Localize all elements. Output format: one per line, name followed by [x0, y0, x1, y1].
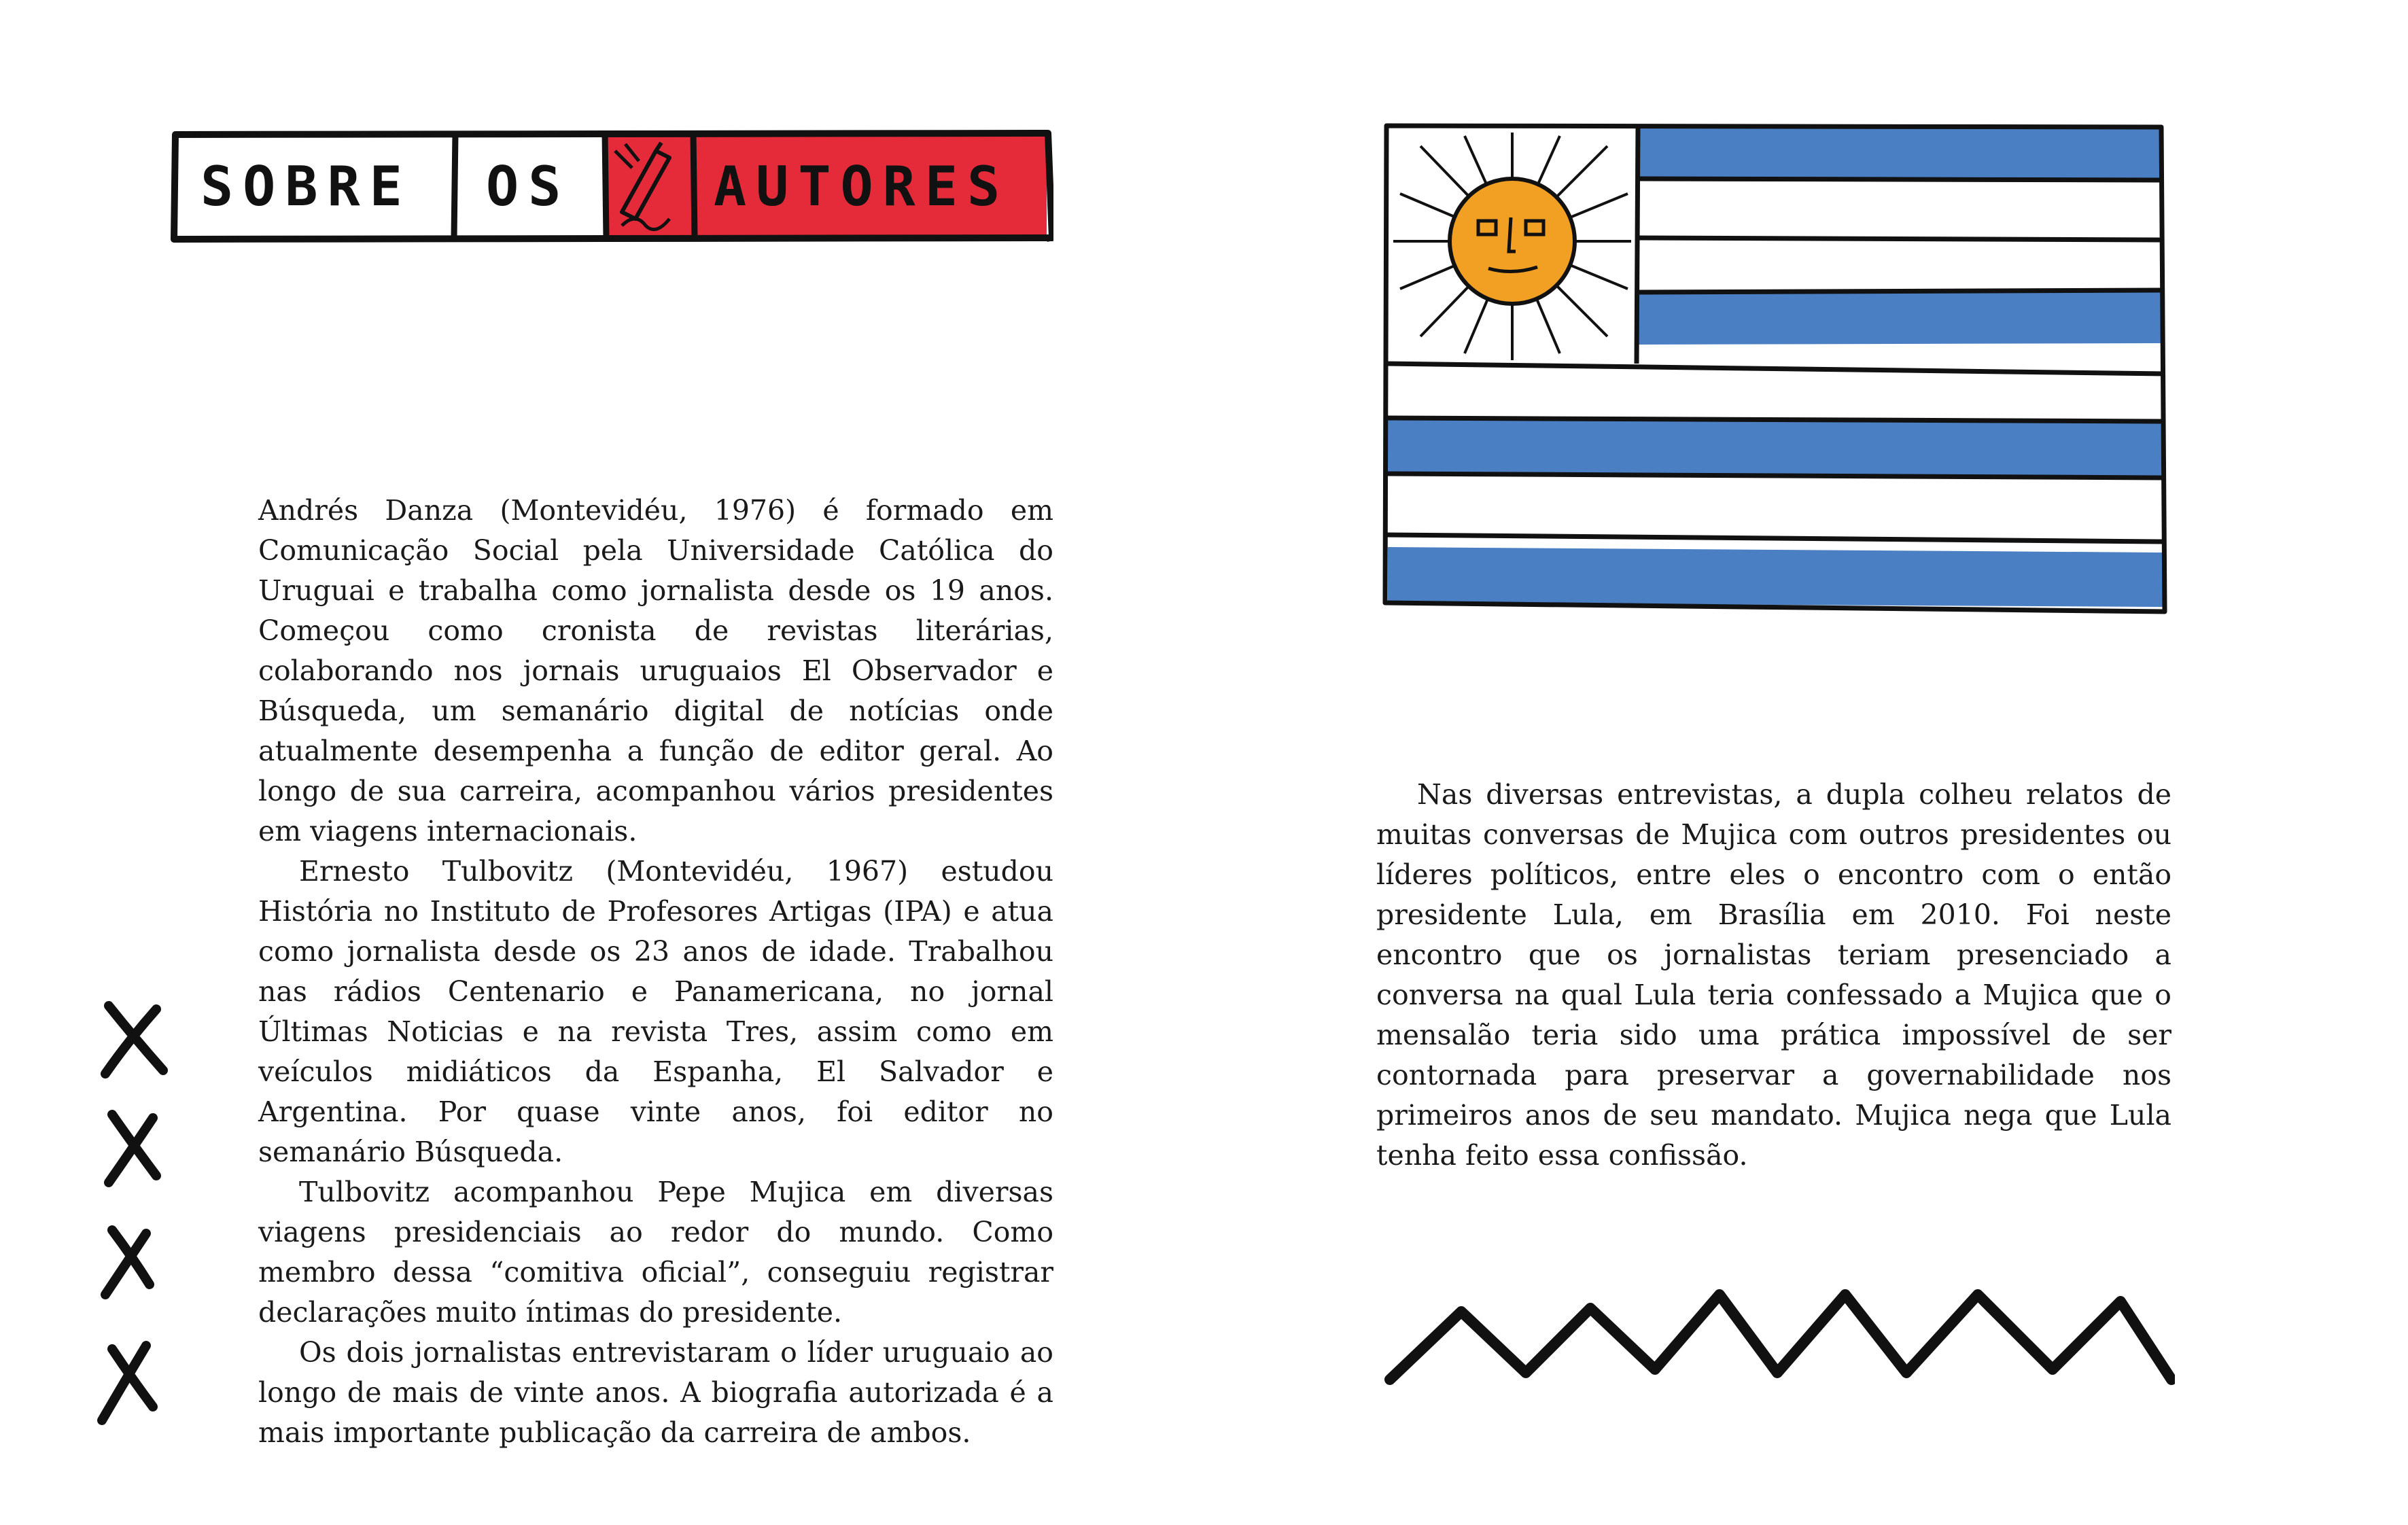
- zigzag-line-icon: [1380, 1278, 2175, 1400]
- cross-mark-icon: [88, 992, 184, 1434]
- interviews-paragraph: Nas diversas entrevistas, a dupla colheu relatos de muitas conversas de Mujica com outros presidentes ou líderes políticos, entre eles o encontro com o então presidente Lula, em Brasília em 2010. Foi neste encontro que os jornalistas teriam presenciado a conversa na qual Lula teria confessado a Mujica que o mensalão teria sido uma prática impossível de ser contornada para preservar a governabilidade nos primeiros anos de seu mandato. Mujica nega que Lula tenha feito essa confissão.: [1376, 778, 2171, 1172]
- section-title-bar: [170, 129, 1053, 245]
- bio-paragraph-tulbovitz: Ernesto Tulbovitz (Montevidéu, 1967) estudou História no Instituto de Profesores Artigas (IPA) e atua como jornalista desde os 23 anos de idade. Trabalhou nas rádios Centenario e Panamericana, no jornal Últimas Noticias e na revista Tres, assim como em veículos midiáticos da Espanha, El Salvador e Argentina. Por quase vinte anos, foi editor no semanário Búsqueda.: [258, 855, 1053, 1168]
- quill-pen-icon: [608, 137, 690, 236]
- sun-icon: [1450, 179, 1575, 304]
- title-word-sobre: SOBRE: [200, 155, 412, 218]
- bio-paragraph-danza: Andrés Danza (Montevidéu, 1976) é formado em Comunicação Social pela Universidade Católica do Uruguai e trabalha como jornalista desde os 19 anos. Começou como cronista de revistas literárias, colaborando nos jornais uruguaios El Observador e Búsqueda, um semanário digital de notícias onde atualmente desempenha a função de editor geral. Ao longo de sua carreira, acompanhou vários presidentes em viagens internacionais.: [258, 494, 1053, 847]
- uruguay-flag-illustration: [1380, 119, 2168, 622]
- bio-paragraph-mujica-trips: Tulbovitz acompanhou Pepe Mujica em diversas viagens presidenciais ao redor do mundo. Como membro dessa “comitiva oficial”, conseguiu registrar declarações muito íntimas do presidente.: [258, 1176, 1053, 1329]
- title-word-os: OS: [486, 155, 571, 218]
- bio-paragraph-biography: Os dois jornalistas entrevistaram o líder uruguaio ao longo de mais de vinte anos. A biografia autorizada é a mais importante publicação da carreira de ambos.: [258, 1336, 1053, 1449]
- interviews-column: [1376, 775, 2171, 1176]
- title-word-autores: AUTORES: [714, 155, 1010, 218]
- authors-bio-column: [258, 491, 1053, 1453]
